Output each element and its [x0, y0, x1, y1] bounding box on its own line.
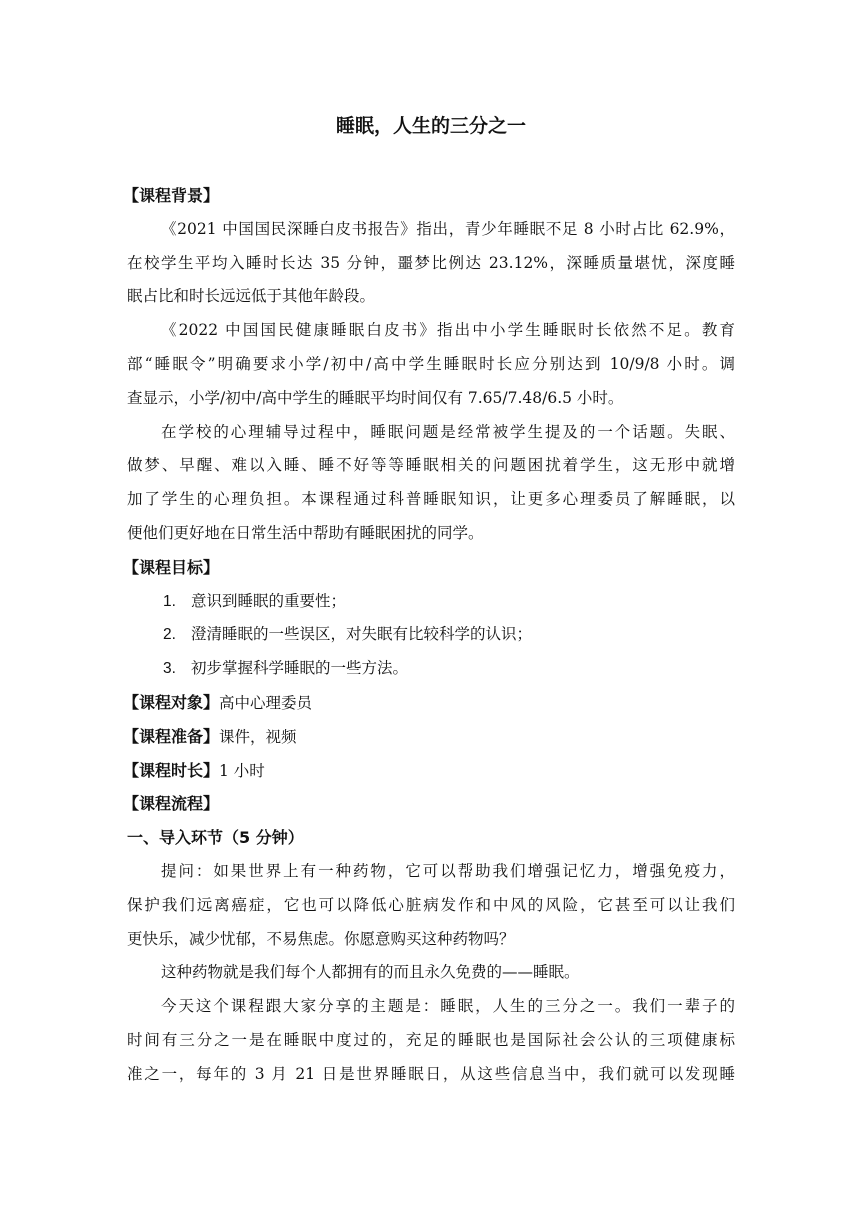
background-heading: 【课程背景】 [123, 186, 220, 205]
duration-row [123, 754, 735, 788]
section-1-paragraph-3 [127, 990, 735, 1091]
paragraph-line: 便他们更好地在日常生活中帮助有睡眠困扰的同学。 [127, 523, 484, 542]
paragraph-line: 这种药物就是我们每个人都拥有的而且永久免费的——睡眠。 [161, 963, 580, 982]
paragraph-line: 在校学生平均入睡时长达 35 分钟，噩梦比例达 23.12%，深睡质量堪忧，深度睡 [127, 253, 735, 272]
prep-label: 【课程准备】 [123, 726, 220, 746]
section-1-paragraph-1 [127, 855, 735, 956]
audience-label: 【课程对象】 [123, 692, 220, 712]
paragraph-line: 今天这个课程跟大家分享的主题是：睡眠，人生的三分之一。我们一辈子的 [161, 997, 735, 1016]
paragraph-line: 《2022 中国国民健康睡眠白皮书》指出中小学生睡眠时长依然不足。教育 [161, 321, 735, 340]
paragraph-line: 《2021 中国国民深睡白皮书报告》指出，青少年睡眠不足 8 小时占比 62.9%， [161, 219, 735, 238]
list-number: 2. [163, 626, 176, 644]
paragraph-line: 眠占比和时长远远低于其他年龄段。 [127, 287, 376, 306]
list-text: 初步掌握科学睡眠的一些方法。 [191, 659, 409, 678]
list-item [127, 652, 735, 686]
flow-heading: 【课程流程】 [123, 794, 220, 814]
paragraph-line: 时间有三分之一是在睡眠中度过的，充足的睡眠也是国际社会公认的三项健康标 [127, 1030, 735, 1049]
list-text: 意识到睡眠的重要性； [191, 591, 347, 610]
list-item [127, 585, 735, 619]
background-paragraph-1 [127, 213, 735, 314]
paragraph-line: 加了学生的心理负担。本课程通过科普睡眠知识，让更多心理委员了解睡眠，以 [127, 490, 735, 509]
paragraph-line: 准之一，每年的 3 月 21 日是世界睡眠日，从这些信息当中，我们就可以发现睡 [127, 1064, 735, 1083]
list-item [127, 618, 735, 652]
list-number: 3. [163, 660, 176, 678]
goals-heading: 【课程目标】 [123, 557, 220, 577]
list-text: 澄清睡眠的一些误区，对失眠有比较科学的认识； [191, 625, 533, 644]
audience-value: 高中心理委员 [219, 693, 313, 712]
paragraph-line: 查显示，小学/初中/高中学生的睡眠平均时间仅有 7.65/7.48/6.5 小时。 [127, 388, 624, 407]
paragraph-line: 部“睡眠令”明确要求小学/初中/高中学生睡眠时长应分别达到 10/9/8 小时。调 [127, 354, 735, 373]
document-title: 睡眠，人生的三分之一 [335, 115, 526, 137]
paragraph-line: 提问：如果世界上有一种药物，它可以帮助我们增强记忆力，增强免疫力， [161, 861, 735, 880]
background-paragraph-2 [127, 314, 735, 415]
paragraph-line: 在学校的心理辅导过程中，睡眠问题是经常被学生提及的一个话题。失眠、 [161, 422, 735, 441]
paragraph-line: 更快乐，减少忧郁，不易焦虑。你愿意购买这种药物吗？ [127, 929, 515, 948]
section-1-heading: 一、导入环节（5 分钟） [127, 828, 304, 848]
background-paragraph-3 [127, 416, 735, 551]
document-page [123, 106, 735, 1092]
list-number: 1. [163, 592, 176, 610]
paragraph-line: 做梦、早醒、难以入睡、睡不好等等睡眠相关的问题困扰着学生，这无形中就增 [127, 456, 735, 475]
prep-row [123, 720, 735, 754]
duration-label: 【课程时长】 [123, 760, 220, 780]
section-1-paragraph-2 [127, 956, 735, 990]
audience-row [123, 686, 735, 720]
duration-value: 1 小时 [219, 761, 265, 780]
paragraph-line: 保护我们远离癌症，它也可以降低心脏病发作和中风的风险，它甚至可以让我们 [127, 895, 735, 914]
prep-value: 课件，视频 [219, 727, 297, 746]
